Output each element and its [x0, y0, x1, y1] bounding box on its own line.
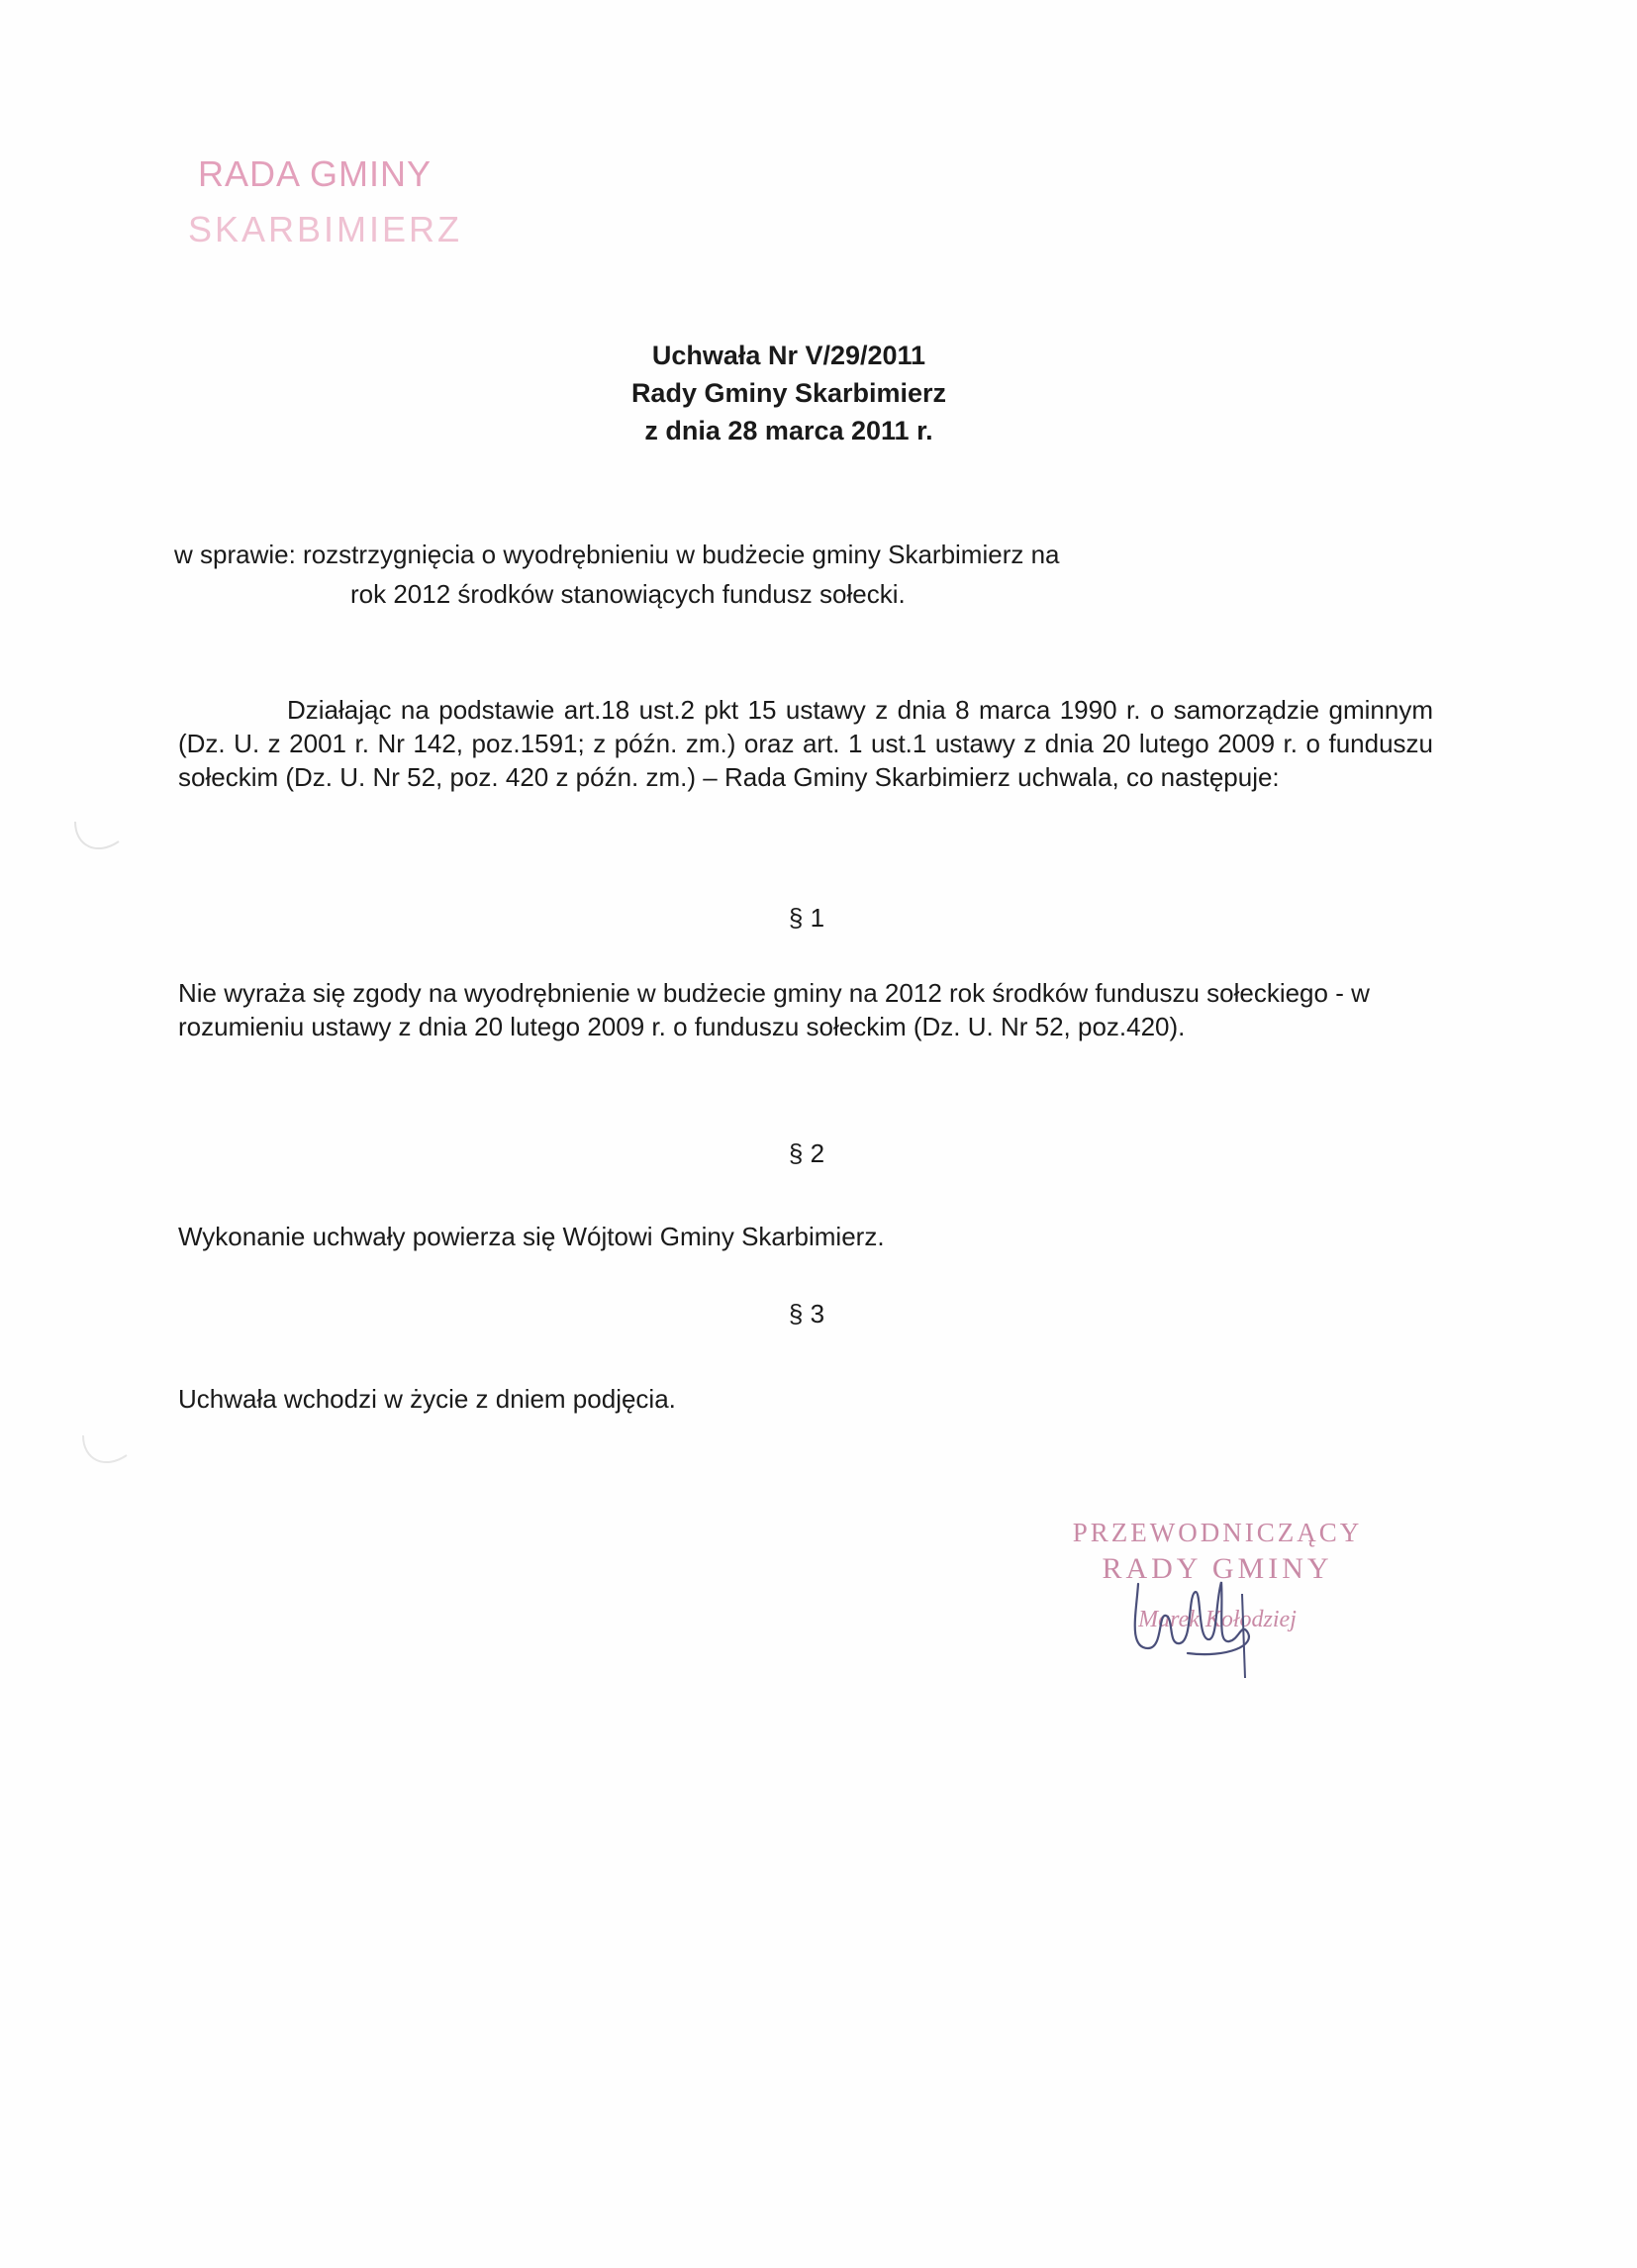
punch-hole-mark [75, 1426, 135, 1485]
section-2-heading: § 2 [788, 1138, 825, 1168]
resolution-date: z dnia 28 marca 2011 r. [644, 416, 933, 445]
resolution-number: Uchwała Nr V/29/2011 [651, 341, 926, 370]
section-3-text: Uchwała wchodzi w życie z dniem podjęcia. [178, 1384, 676, 1414]
resolution-issuer: Rady Gminy Skarbimierz [630, 378, 947, 408]
council-stamp-line1: RADA GMINY [198, 153, 433, 194]
punch-hole-mark [67, 802, 127, 861]
chairman-stamp-line2: RADY GMINY [1102, 1552, 1333, 1585]
council-stamp [188, 147, 462, 257]
preamble [178, 693, 1433, 794]
chairman-stamp-line3: Marek Kołodziej [1138, 1607, 1297, 1632]
section-1-heading: § 1 [788, 903, 825, 933]
preamble-text: Działając na podstawie art.18 ust.2 pkt 15 ustawy z dnia 8 marca 1990 r. o samorządzie gminnym (Dz. U. z 2001 r. Nr 142, poz.1591; z późn. zm.) oraz art. 1 ust.1 ustawy z dnia 20 lutego 2009 r. o funduszu sołeckim (Dz. U. Nr 52, poz. 420 z późn. zm.) – Rada Gminy Skarbimierz uchwala, co następuje: [178, 695, 1433, 792]
subject-line1: w sprawie: rozstrzygnięcia o wyodrębnieniu w budżecie gminy Skarbimierz na [174, 540, 1060, 569]
section-1-text: Nie wyraża się zgody na wyodrębnienie w budżecie gminy na 2012 rok środków funduszu sołeckiego - w rozumieniu ustawy z dnia 20 lutego 2009 r. o funduszu sołeckim (Dz. U. Nr 52, poz.420). [178, 978, 1370, 1041]
chairman-stamp-line1: PRZEWODNICZĄCY [1072, 1518, 1363, 1547]
handwritten-signature [1118, 1554, 1267, 1683]
resolution-subject [174, 535, 1263, 614]
section-3-heading: § 3 [788, 1299, 825, 1329]
council-stamp-line2: SKARBIMIERZ [188, 209, 463, 249]
resolution-title [0, 337, 1637, 449]
section-2-text: Wykonanie uchwały powierza się Wójtowi Gminy Skarbimierz. [178, 1222, 885, 1251]
subject-line2: rok 2012 środków stanowiących fundusz sołecki. [350, 579, 906, 609]
